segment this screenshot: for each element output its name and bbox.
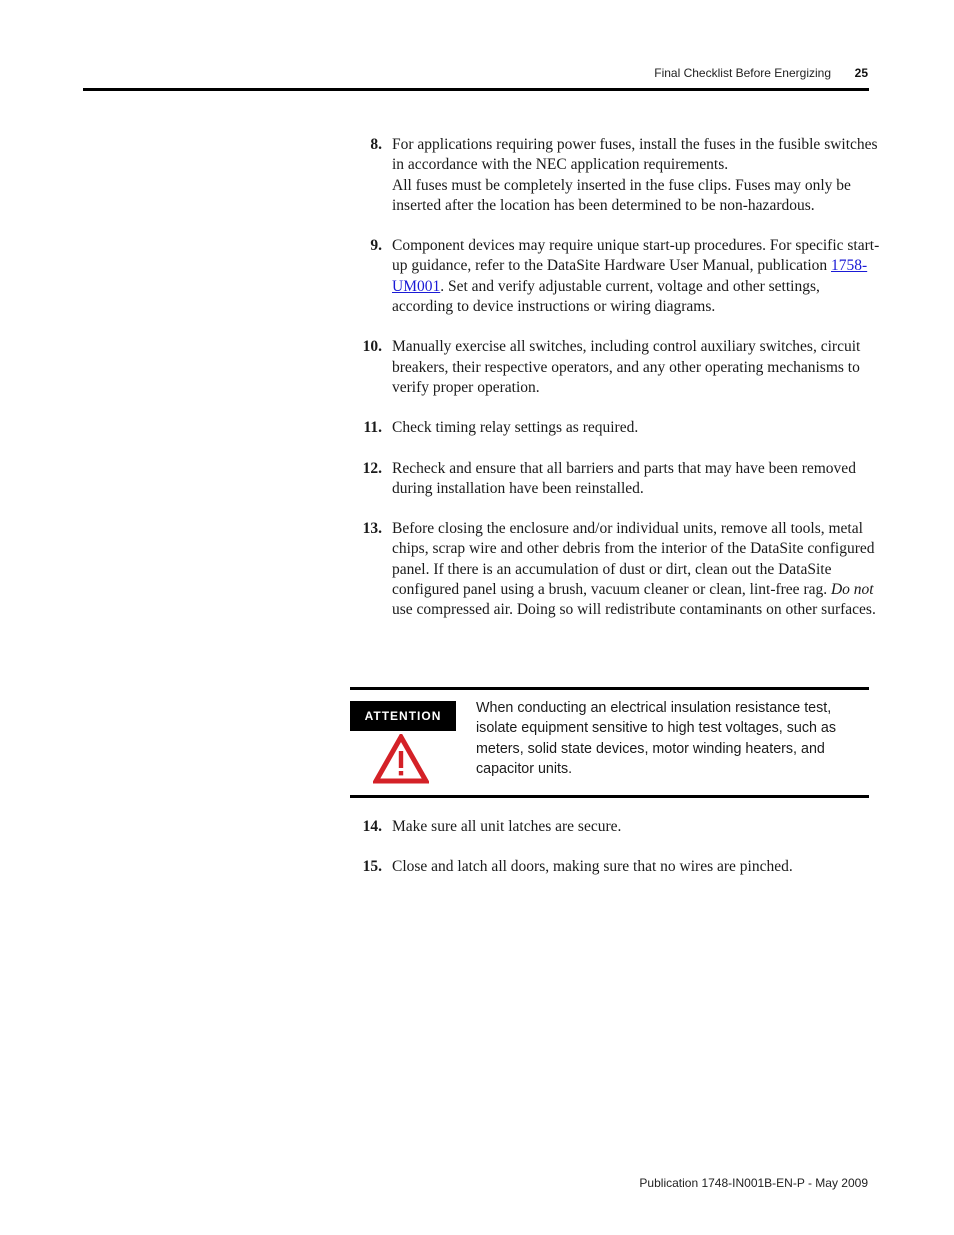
attention-text: When conducting an electrical insulation resistance test, isolate equipment sensitive to high test voltages, such as meters, solid state devices, motor winding heaters, and capacitor units. [476,700,837,777]
list-item [350,418,880,438]
warning-triangle-icon [373,734,429,784]
list-item [350,337,880,398]
list-item [350,857,880,877]
list-item [350,135,880,216]
step-text [392,236,880,317]
step-text: Check timing relay settings as required. [392,419,639,437]
header-rule [83,88,869,91]
checklist-steps-continued [350,817,880,898]
step-text [392,519,880,620]
step-number: 13. [362,520,382,538]
checklist-steps [350,135,880,641]
step-number: 14. [362,818,382,835]
emphasis-text: Do not [830,581,874,599]
list-item [350,236,880,317]
publication-link[interactable]: 1758-UM001 [392,257,868,295]
step-text-part: . Set and verify adjustable current, voltage and other settings, according to device instructions or wiring diagrams. [392,277,820,316]
page-number: 25 [854,66,868,80]
step-number: 9. [370,237,382,255]
step-number: 11. [363,419,382,437]
step-text: For applications requiring power fuses, install the fuses in the fusible switches in accordance with the NEC application requirements. [392,136,878,174]
step-text-part: Component devices may require unique start-up procedures. For specific start-up guidance, refer to the DataSite Hardware User Manual, publication [392,237,880,275]
attention-box [350,687,869,798]
step-text: Manually exercise all switches, including control auxiliary switches, circuit breakers, their respective operators, and any other operating mechanisms to verify proper operation. [392,338,861,396]
step-text: Make sure all unit latches are secure. [392,818,622,835]
step-text: Recheck and ensure that all barriers and parts that may have been removed during installation have been reinstalled. [392,459,856,497]
attention-label: ATTENTION [350,701,456,731]
step-number: 15. [362,858,382,876]
step-subtext: All fuses must be completely inserted in the fuse clips. Fuses may only be inserted after the location has been determined to be non-hazardous. [392,176,851,214]
step-text-part: use compressed air. Doing so will redistribute contaminants on other surfaces. [392,601,876,619]
step-number: 10. [362,338,382,356]
list-item [350,817,880,837]
step-number: 12. [362,459,382,477]
step-text: Close and latch all doors, making sure that no wires are pinched. [392,858,793,876]
publication-footer: Publication 1748-IN001B-EN-P - May 2009 [639,1176,868,1190]
step-number: 8. [370,136,382,153]
list-item [350,519,880,620]
running-header-title: Final Checklist Before Energizing [654,66,831,80]
list-item [350,459,880,500]
step-text-part: Before closing the enclosure and/or individual units, remove all tools, metal chips, scrap wire and other debris from the interior of the DataSite configured panel. If there is an accumulation of dust or dirt, clean out the DataSite configured panel using a brush, vacuum cleaner or clean, lint-free rag. [392,520,875,599]
